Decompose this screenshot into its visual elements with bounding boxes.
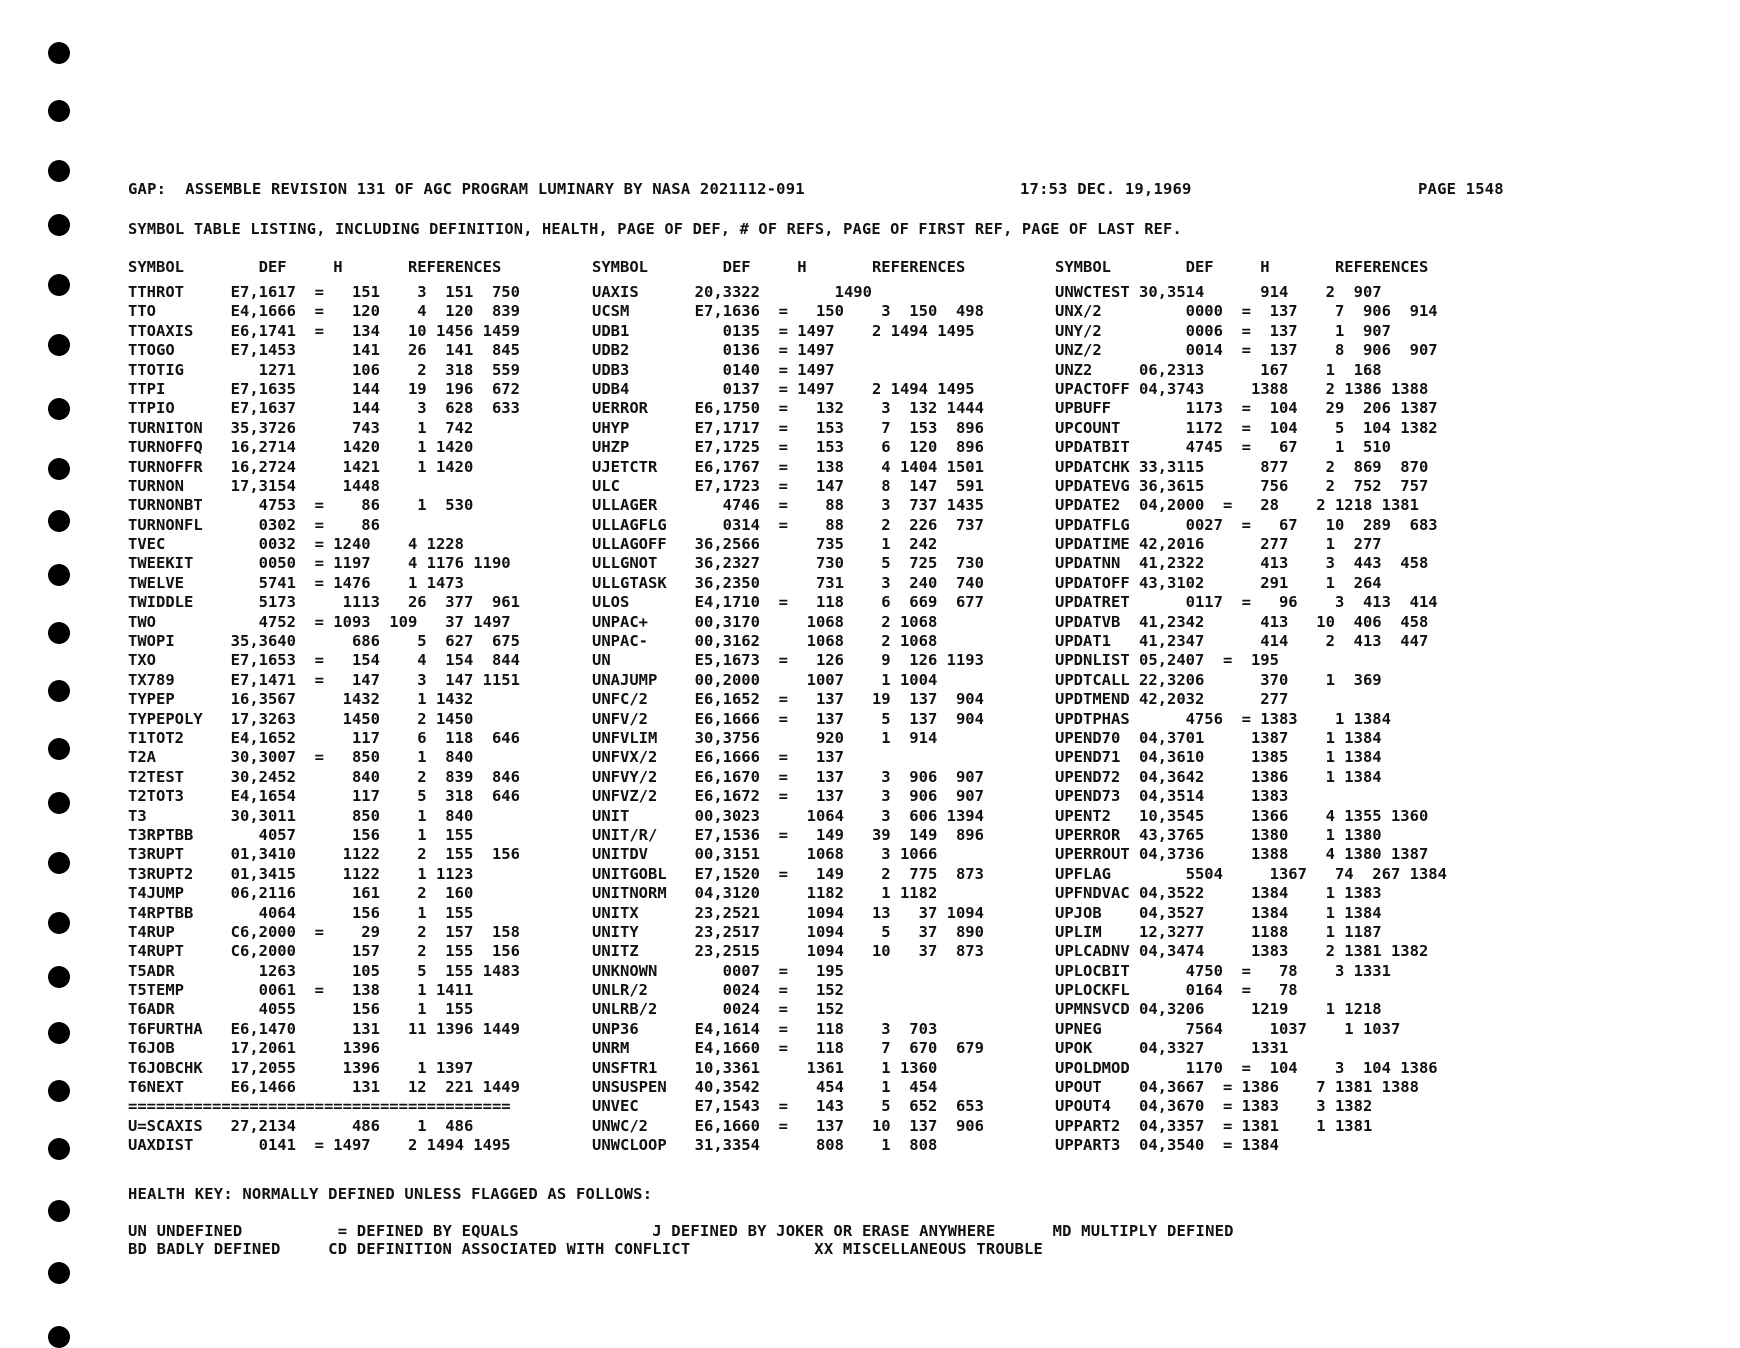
symbol-entry-col-1: T6JOB 17,2061 1396 — [128, 1039, 380, 1058]
symbol-entry-col-1: TTHROT E7,1617 = 151 3 151 750 — [128, 283, 520, 301]
symbol-entry-col-1: T1TOT2 E4,1652 117 6 118 646 — [128, 728, 520, 747]
symbol-entry-col-2: UNWCLOOP 31,3354 808 1 808 — [592, 1136, 938, 1155]
symbol-entry-col-1: TTO E4,1666 = 120 4 120 839 — [128, 302, 520, 321]
symbol-entry-col-3: UNZ2 06,2313 167 1 168 — [1055, 360, 1382, 379]
symbol-entry-col-3: UPDATIME 42,2016 277 1 277 — [1055, 535, 1382, 554]
symbol-entry-col-3: UNWCTEST 30,3514 914 2 907 — [1055, 283, 1382, 301]
symbol-entry-col-2: UDB4 0137 = 1497 2 1494 1495 — [592, 379, 975, 398]
binder-hole-icon — [48, 622, 70, 644]
symbol-entry-col-1: TTPI E7,1635 144 19 196 672 — [128, 379, 520, 398]
symbol-entry-col-1: UAXDIST 0141 = 1497 2 1494 1495 — [128, 1136, 511, 1155]
binder-hole-icon — [48, 274, 70, 296]
binder-hole-icon — [48, 458, 70, 480]
binder-hole-icon — [48, 564, 70, 586]
binder-hole-icon — [48, 398, 70, 420]
symbol-entry-col-2: ULLAGOFF 36,2566 735 1 242 — [592, 535, 938, 554]
listing-subtitle: SYMBOL TABLE LISTING, INCLUDING DEFINITION, HEALTH, PAGE OF DEF, # OF REFS, PAGE OF FIRST REF, PAGE OF LAST REF. — [128, 220, 1182, 238]
symbol-entry-col-2: UNFVLIM 30,3756 920 1 914 — [592, 728, 938, 747]
symbol-entry-col-3: UPDATE2 04,2000 = 28 2 1218 1381 — [1055, 496, 1419, 515]
symbol-entry-col-2: UNITDV 00,3151 1068 3 1066 — [592, 845, 938, 864]
binder-hole-icon — [48, 912, 70, 934]
symbol-entry-col-3: UPDAT1 41,2347 414 2 413 447 — [1055, 632, 1429, 651]
symbol-entry-col-2: UNAJUMP 00,2000 1007 1 1004 — [592, 670, 938, 689]
symbol-entry-col-1: T5ADR 1263 105 5 155 1483 — [128, 961, 520, 980]
binder-hole-icon — [48, 1022, 70, 1044]
symbol-entry-col-1: T2TEST 30,2452 840 2 839 846 — [128, 767, 520, 786]
symbol-entry-col-2: UNITY 23,2517 1094 5 37 890 — [592, 922, 984, 941]
symbol-entry-col-1: TWELVE 5741 = 1476 1 1473 — [128, 573, 464, 592]
binder-hole-icon — [48, 1326, 70, 1348]
symbol-entry-col-1: T4JUMP 06,2116 161 2 160 — [128, 884, 474, 903]
symbol-entry-col-3: UPDATBIT 4745 = 67 1 510 — [1055, 438, 1391, 457]
symbol-entry-col-2: UN E5,1673 = 126 9 126 1193 — [592, 651, 984, 670]
symbol-entry-col-1: TWOPI 35,3640 686 5 627 675 — [128, 632, 520, 651]
symbol-entry-col-3: UPERROR 43,3765 1380 1 1380 — [1055, 825, 1382, 844]
symbol-entry-col-1: TTOTIG 1271 106 2 318 559 — [128, 360, 520, 379]
symbol-entry-col-3: UPEND70 04,3701 1387 1 1384 — [1055, 728, 1382, 747]
symbol-entry-col-3: UPDTMEND 42,2032 277 — [1055, 690, 1289, 709]
symbol-entry-col-1: T6FURTHA E6,1470 131 11 1396 1449 — [128, 1019, 520, 1038]
symbol-entry-col-1: TURNOFFQ 16,2714 1420 1 1420 — [128, 438, 474, 457]
symbol-entry-col-3: UPLOCKFL 0164 = 78 — [1055, 981, 1298, 1000]
column-header-3: SYMBOL DEF H REFERENCES — [1055, 258, 1429, 276]
symbol-entry-col-1: TWIDDLE 5173 1113 26 377 961 — [128, 593, 520, 612]
binder-hole-icon — [48, 852, 70, 874]
column-header-2: SYMBOL DEF H REFERENCES — [592, 258, 966, 276]
symbol-entry-col-2: UNFVX/2 E6,1666 = 137 — [592, 748, 844, 767]
symbol-entry-col-1: T4RPTBB 4064 156 1 155 — [128, 903, 474, 922]
symbol-entry-col-3: UPEND73 04,3514 1383 — [1055, 787, 1289, 806]
symbol-entry-col-3: UPDATCHK 33,3115 877 2 869 870 — [1055, 457, 1429, 476]
symbol-entry-col-3: UPLIM 12,3277 1188 1 1187 — [1055, 922, 1382, 941]
symbol-entry-col-3: UNX/2 0000 = 137 7 906 914 — [1055, 302, 1438, 321]
symbol-entry-col-1: TTOGO E7,1453 141 26 141 845 — [128, 341, 520, 360]
symbol-entry-col-2: UNLRB/2 0024 = 152 — [592, 1000, 844, 1019]
symbol-entry-col-3: UPOLDMOD 1170 = 104 3 104 1386 — [1055, 1058, 1438, 1077]
symbol-entry-col-1: T6NEXT E6,1466 131 12 221 1449 — [128, 1078, 520, 1097]
symbol-entry-col-3: UPDATNN 41,2322 413 3 443 458 — [1055, 554, 1429, 573]
symbol-entry-col-3: UPDATVB 41,2342 413 10 406 458 — [1055, 612, 1429, 631]
symbol-entry-col-2: UNIT 00,3023 1064 3 606 1394 — [592, 806, 984, 825]
symbol-entry-col-1: T3RPTBB 4057 156 1 155 — [128, 825, 474, 844]
symbol-entry-col-2: UNFC/2 E6,1652 = 137 19 137 904 — [592, 690, 984, 709]
symbol-entry-col-3: UPCOUNT 1172 = 104 5 104 1382 — [1055, 418, 1438, 437]
symbol-entry-col-1: TWEEKIT 0050 = 1197 4 1176 1190 — [128, 554, 511, 573]
symbol-entry-col-2: UNITGOBL E7,1520 = 149 2 775 873 — [592, 864, 984, 883]
symbol-entry-col-2: UNWC/2 E6,1660 = 137 10 137 906 — [592, 1116, 984, 1135]
symbol-entry-col-2: ULOS E4,1710 = 118 6 669 677 — [592, 593, 984, 612]
symbol-entry-col-2: UNP36 E4,1614 = 118 3 703 — [592, 1019, 938, 1038]
symbol-entry-col-1: TURNOFFR 16,2724 1421 1 1420 — [128, 457, 474, 476]
symbol-entry-col-3: UPDTPHAS 4756 = 1383 1 1384 — [1055, 709, 1391, 728]
symbol-entry-col-2: UNFVZ/2 E6,1672 = 137 3 906 907 — [592, 787, 984, 806]
symbol-entry-col-3: UPMNSVCD 04,3206 1219 1 1218 — [1055, 1000, 1382, 1019]
symbol-entry-col-3: UPEND72 04,3642 1386 1 1384 — [1055, 767, 1382, 786]
symbol-entry-col-3: UPOUT4 04,3670 = 1383 3 1382 — [1055, 1097, 1373, 1116]
symbol-entry-col-2: UNRM E4,1660 = 118 7 670 679 — [592, 1039, 984, 1058]
symbol-entry-col-2: UNSFTR1 10,3361 1361 1 1360 — [592, 1058, 938, 1077]
symbol-entry-col-1: TYPEP 16,3567 1432 1 1432 — [128, 690, 474, 709]
symbol-entry-col-2: UNFV/2 E6,1666 = 137 5 137 904 — [592, 709, 984, 728]
symbol-entry-col-1: T4RUPT C6,2000 157 2 155 156 — [128, 942, 520, 961]
symbol-entry-col-1: TYPEPOLY 17,3263 1450 2 1450 — [128, 709, 474, 728]
symbol-entry-col-3: UPPART3 04,3540 = 1384 — [1055, 1136, 1279, 1155]
binder-hole-icon — [48, 334, 70, 356]
symbol-entry-col-3: UPJOB 04,3527 1384 1 1384 — [1055, 903, 1382, 922]
symbol-entry-col-1: TURNON 17,3154 1448 — [128, 476, 380, 495]
binder-hole-icon — [48, 100, 70, 122]
symbol-entry-col-3: UPBUFF 1173 = 104 29 206 1387 — [1055, 399, 1438, 418]
symbol-entry-col-1: TTOAXIS E6,1741 = 134 10 1456 1459 — [128, 321, 520, 340]
binder-hole-icon — [48, 1200, 70, 1222]
symbol-entry-col-2: UNLR/2 0024 = 152 — [592, 981, 844, 1000]
symbol-entry-col-2: UAXIS 20,3322 1490 — [592, 283, 872, 301]
symbol-entry-col-2: ULLAGER 4746 = 88 3 737 1435 — [592, 496, 984, 515]
symbol-entry-col-3: UPLCADNV 04,3474 1383 2 1381 1382 — [1055, 942, 1429, 961]
symbol-entry-col-1: T6ADR 4055 156 1 155 — [128, 1000, 474, 1019]
binder-hole-icon — [48, 738, 70, 760]
symbol-entry-col-2: ULC E7,1723 = 147 8 147 591 — [592, 476, 984, 495]
symbol-entry-col-3: UPDTCALL 22,3206 370 1 369 — [1055, 670, 1382, 689]
symbol-entry-col-2: UJETCTR E6,1767 = 138 4 1404 1501 — [592, 457, 984, 476]
symbol-entry-col-3: UPDATOFF 43,3102 291 1 264 — [1055, 573, 1382, 592]
symbol-entry-col-1: T2A 30,3007 = 850 1 840 — [128, 748, 474, 767]
symbol-entry-col-3: UPDNLIST 05,2407 = 195 — [1055, 651, 1279, 670]
symbol-entry-col-3: UPOUT 04,3667 = 1386 7 1381 1388 — [1055, 1078, 1419, 1097]
symbol-entry-col-2: UNSUSPEN 40,3542 454 1 454 — [592, 1078, 938, 1097]
page-number: PAGE 1548 — [1418, 180, 1504, 198]
symbol-entry-col-2: UCSM E7,1636 = 150 3 150 498 — [592, 302, 984, 321]
binder-hole-icon — [48, 160, 70, 182]
symbol-entry-col-2: UERROR E6,1750 = 132 3 132 1444 — [592, 399, 984, 418]
symbol-entry-col-3: UPDATRET 0117 = 96 3 413 414 — [1055, 593, 1438, 612]
assembly-title: GAP: ASSEMBLE REVISION 131 OF AGC PROGRAM LUMINARY BY NASA 2021112-091 — [128, 180, 805, 198]
symbol-entry-col-2: ULLGNOT 36,2327 730 5 725 730 — [592, 554, 984, 573]
symbol-entry-col-1: T2TOT3 E4,1654 117 5 318 646 — [128, 787, 520, 806]
binder-hole-icon — [48, 1080, 70, 1102]
symbol-entry-col-1: T6JOBCHK 17,2055 1396 1 1397 — [128, 1058, 474, 1077]
symbol-entry-col-3: UPEND71 04,3610 1385 1 1384 — [1055, 748, 1382, 767]
symbol-entry-col-2: ULLAGFLG 0314 = 88 2 226 737 — [592, 515, 984, 534]
symbol-entry-col-2: UHZP E7,1725 = 153 6 120 896 — [592, 438, 984, 457]
symbol-entry-col-2: UNITZ 23,2515 1094 10 37 873 — [592, 942, 984, 961]
symbol-entry-col-3: UPACTOFF 04,3743 1388 2 1386 1388 — [1055, 379, 1429, 398]
symbol-entry-col-3: UNZ/2 0014 = 137 8 906 907 — [1055, 341, 1438, 360]
binder-hole-icon — [48, 1138, 70, 1160]
health-key-line-2: BD BADLY DEFINED CD DEFINITION ASSOCIATED WITH CONFLICT XX MISCELLANEOUS TROUBLE — [128, 1240, 1044, 1258]
symbol-entry-col-1: TURNONBT 4753 = 86 1 530 — [128, 496, 474, 515]
symbol-entry-col-2: UDB1 0135 = 1497 2 1494 1495 — [592, 321, 975, 340]
symbol-entry-col-1: T3RUPT 01,3410 1122 2 155 156 — [128, 845, 520, 864]
symbol-entry-col-1: TTPIO E7,1637 144 3 628 633 — [128, 399, 520, 418]
binder-hole-icon — [48, 966, 70, 988]
symbol-entry-col-2: UNFVY/2 E6,1670 = 137 3 906 907 — [592, 767, 984, 786]
symbol-entry-col-2: UNPAC- 00,3162 1068 2 1068 — [592, 632, 938, 651]
symbol-entry-col-1: T3RUPT2 01,3415 1122 1 1123 — [128, 864, 474, 883]
symbol-entry-col-1: TXO E7,1653 = 154 4 154 844 — [128, 651, 520, 670]
binder-hole-icon — [48, 792, 70, 814]
symbol-entry-col-1: T3 30,3011 850 1 840 — [128, 806, 474, 825]
symbol-entry-col-1: TVEC 0032 = 1240 4 1228 — [128, 535, 464, 554]
symbol-entry-col-3: UPDATEVG 36,3615 756 2 752 757 — [1055, 476, 1429, 495]
symbol-entry-col-2: UNVEC E7,1543 = 143 5 652 653 — [592, 1097, 984, 1116]
symbol-entry-col-3: UPPART2 04,3357 = 1381 1 1381 — [1055, 1116, 1373, 1135]
symbol-entry-col-1: TURNONFL 0302 = 86 — [128, 515, 380, 534]
symbol-entry-col-1: TX789 E7,1471 = 147 3 147 1151 — [128, 670, 520, 689]
symbol-entry-col-1: U=SCAXIS 27,2134 486 1 486 — [128, 1116, 474, 1135]
symbol-entry-col-3: UPLOCBIT 4750 = 78 3 1331 — [1055, 961, 1391, 980]
health-key-line-1: UN UNDEFINED = DEFINED BY EQUALS J DEFINED BY JOKER OR ERASE ANYWHERE MD MULTIPLY DEFINED — [128, 1222, 1234, 1240]
column-header-1: SYMBOL DEF H REFERENCES — [128, 258, 502, 276]
symbol-entry-col-3: UPFLAG 5504 1367 74 267 1384 — [1055, 864, 1447, 883]
symbol-entry-col-3: UPERROUT 04,3736 1388 4 1380 1387 — [1055, 845, 1429, 864]
symbol-entry-col-1: T5TEMP 0061 = 138 1 1411 — [128, 981, 474, 1000]
symbol-entry-col-1: TWO 4752 = 1093 109 37 1497 — [128, 612, 511, 631]
timestamp: 17:53 DEC. 19,1969 — [1020, 180, 1192, 198]
symbol-entry-col-2: ULLGTASK 36,2350 731 3 240 740 — [592, 573, 984, 592]
health-key-title: HEALTH KEY: NORMALLY DEFINED UNLESS FLAGGED AS FOLLOWS: — [128, 1185, 653, 1203]
symbol-entry-col-2: UNKNOWN 0007 = 195 — [592, 961, 844, 980]
binder-hole-icon — [48, 42, 70, 64]
symbol-entry-col-2: UNPAC+ 00,3170 1068 2 1068 — [592, 612, 938, 631]
binder-hole-icon — [48, 214, 70, 236]
symbol-entry-col-3: UPFNDVAC 04,3522 1384 1 1383 — [1055, 884, 1382, 903]
symbol-entry-col-1: ========================================= — [128, 1097, 511, 1116]
symbol-entry-col-2: UNIT/R/ E7,1536 = 149 39 149 896 — [592, 825, 984, 844]
symbol-entry-col-3: UPENT2 10,3545 1366 4 1355 1360 — [1055, 806, 1429, 825]
symbol-entry-col-1: TURNITON 35,3726 743 1 742 — [128, 418, 474, 437]
symbol-entry-col-2: UDB2 0136 = 1497 — [592, 341, 835, 360]
symbol-entry-col-2: UNITNORM 04,3120 1182 1 1182 — [592, 884, 938, 903]
symbol-entry-col-3: UPDATFLG 0027 = 67 10 289 683 — [1055, 515, 1438, 534]
symbol-entry-col-3: UNY/2 0006 = 137 1 907 — [1055, 321, 1391, 340]
symbol-entry-col-2: UHYP E7,1717 = 153 7 153 896 — [592, 418, 984, 437]
symbol-entry-col-2: UDB3 0140 = 1497 — [592, 360, 835, 379]
symbol-entry-col-3: UPNEG 7564 1037 1 1037 — [1055, 1019, 1401, 1038]
binder-hole-icon — [48, 680, 70, 702]
binder-hole-icon — [48, 1262, 70, 1284]
symbol-entry-col-2: UNITX 23,2521 1094 13 37 1094 — [592, 903, 984, 922]
binder-hole-icon — [48, 510, 70, 532]
symbol-entry-col-1: T4RUP C6,2000 = 29 2 157 158 — [128, 922, 520, 941]
symbol-entry-col-3: UPOK 04,3327 1331 — [1055, 1039, 1289, 1058]
